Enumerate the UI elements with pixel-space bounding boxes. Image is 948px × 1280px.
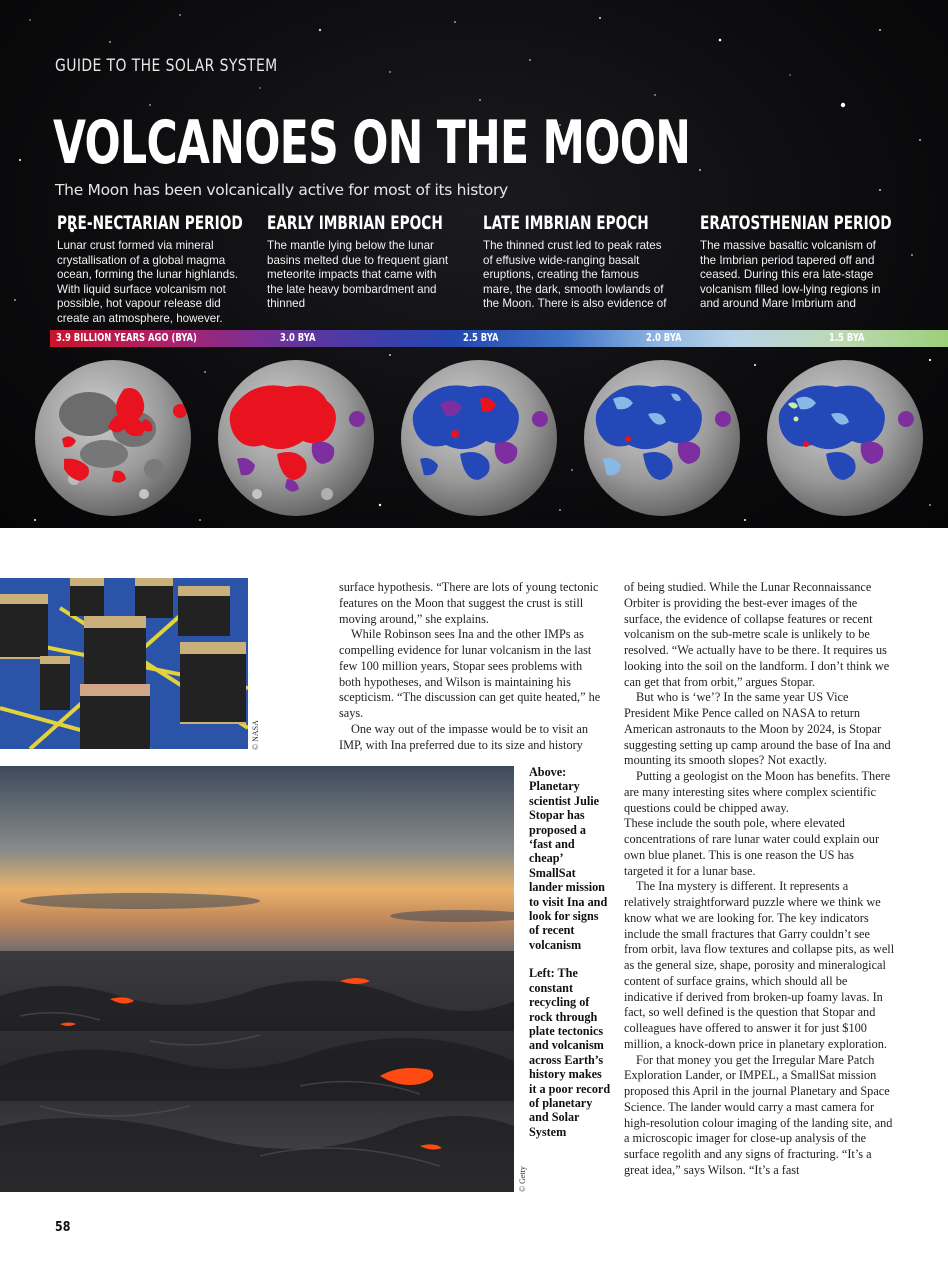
period-early-imbrian: [267, 212, 452, 312]
paragraph: These include the south pole, where elevated concentrations of rare lunar water could explain our own blue planet. This is one reason the US has targeted it for a lunar base.: [624, 816, 880, 878]
moon-map-early-imbrian: [217, 359, 375, 517]
period-title: EARLY IMBRIAN EPOCH: [267, 212, 443, 234]
photo-credit-cubesat: © NASA: [251, 720, 260, 750]
caption-left: Left: The constant recycling of rock through plate tectonics and volcanism across Earth’s history makes it a poor record of planetary and Solar System: [529, 966, 611, 1139]
period-pre-nectarian: [57, 212, 247, 326]
lava-landscape-illustration: [0, 766, 514, 1192]
period-title: LATE IMBRIAN EPOCH: [483, 212, 649, 234]
paragraph: The Ina mystery is different. It represents a relatively straightforward puzzle where we think we know what we are looking for. The key indicators include the small fractures that Garry couldn’t see from orbit, lava flow textures and collapse pits, as well as the general size, shape, porosity and mineralogical content of surface grains, which should all be indicative if derived from broken-up foamy lavas. In fact, so well defined is the question that Stopar and colleagues have offered to answer it for just $100 million, a knock-down price in planetary exploration.: [624, 879, 895, 1051]
timeline-tick: 2.5 BYA: [463, 332, 499, 344]
paragraph: For that money you get the Irregular Mare Patch Exploration Lander, or IMPEL, a SmallSat mission proposed this April in the journal Planetary and Space Science. The lander would carry a mast camera for high-resolution colour imaging of the landing site, and a microscopic imager for close-up analysis of the surface regolith and any signs of fracturing. “It’s a great idea,” says Wilson. “It’s a fast: [624, 1052, 893, 1177]
photo-captions: [529, 765, 611, 1153]
paragraph: But who is ‘we’? In the same year US Vice President Mike Pence called on NASA to return American astronauts to the Moon by 2024, is Stopar suggesting setting up camp around the base of Ina and mounting its smooth slopes? Not exactly.: [624, 690, 891, 768]
moon-map-pre-nectarian: [34, 359, 192, 517]
timeline-tick: 1.5 BYA: [829, 332, 865, 344]
cubesat-photo: [0, 578, 248, 749]
period-title: ERATOSTHENIAN PERIOD: [700, 212, 892, 234]
section-kicker: GUIDE TO THE SOLAR SYSTEM: [55, 56, 278, 76]
page-number: 58: [55, 1220, 71, 1235]
moon-map-eratosthenian: [583, 359, 741, 517]
timeline-tick: 3.0 BYA: [280, 332, 316, 344]
paragraph: One way out of the impasse would be to visit an IMP, with Ina preferred due to its size and history: [339, 721, 589, 752]
photo-credit-lava: © Getty: [518, 1166, 527, 1192]
timeline-bar: [50, 330, 948, 347]
timeline-tick: 3.9 BILLION YEARS AGO (BYA): [56, 332, 197, 344]
paragraph: of being studied. While the Lunar Reconnaissance Orbiter is providing the best-ever images of the surface, the evidence of collapse features or recent volcanism on the sub-metre scale is unlikely to be resolved. “We actually have to be there. It requires us looking into the soil on the landform. I don’t think we can get that from orbit,” argues Stopar.: [624, 580, 890, 689]
period-late-imbrian: [483, 212, 671, 312]
article-subtitle: The Moon has been volcanically active for most of its history: [55, 181, 508, 199]
article-title: VOLCANOES ON THE MOON: [53, 108, 691, 178]
moon-map-copernican: [766, 359, 924, 517]
period-text: The massive basaltic volcanism of the Imbrian period tapered off and ceased. During this era late-stage volcanism filled low-lying regions in and around Mare Imbrium and: [700, 239, 881, 310]
cubesat-illustration: [0, 578, 248, 749]
period-eratosthenian: [700, 212, 890, 312]
article-column-middle: [339, 580, 604, 753]
period-text: The mantle lying below the lunar basins melted due to frequent giant meteorite impacts that came with the late heavy bombardment and thinned: [267, 239, 449, 310]
paragraph: While Robinson sees Ina and the other IMPs as compelling evidence for lunar volcanism in the last few 100 million years, Stopar sees problems with both hypotheses, and Wilson is maintaining his scepticism. “The discussion can get quite heated,” he says.: [339, 627, 601, 720]
hero-banner: [0, 0, 948, 528]
period-text: The thinned crust led to peak rates of effusive wide-ranging basalt eruptions, creating the famous mare, the dark, smooth lowlands of the Moon. There is also evidence of: [483, 239, 667, 310]
lava-field-photo: [0, 766, 514, 1192]
article-column-right: [624, 580, 896, 1179]
moon-map-late-imbrian: [400, 359, 558, 517]
period-title: PRE-NECTARIAN PERIOD: [57, 212, 243, 234]
paragraph: Putting a geologist on the Moon has benefits. There are many interesting sites where complex scientific questions could be chipped away.: [624, 769, 891, 815]
timeline-tick: 2.0 BYA: [646, 332, 682, 344]
paragraph: surface hypothesis. “There are lots of young tectonic features on the Moon that suggest the crust is still moving around,” she explains.: [339, 580, 599, 626]
period-text: Lunar crust formed via mineral crystallisation of a global magma ocean, forming the lunar highlands. With liquid surface volcanism not possible, hot vapour release did create an atmosphere, however.: [57, 239, 239, 325]
caption-above: Above: Planetary scientist Julie Stopar has proposed a ‘fast and cheap’ SmallSat lander mission to visit Ina and look for signs of recent volcanism: [529, 765, 608, 952]
